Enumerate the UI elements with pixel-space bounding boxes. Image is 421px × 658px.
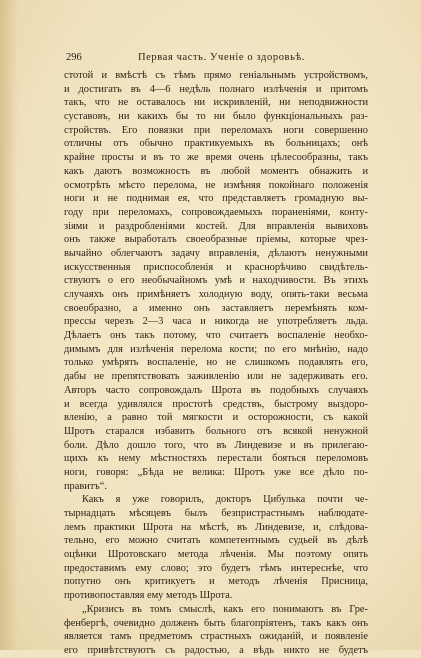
text-line: фенбергѣ, очевидно долженъ быть благопріятенъ, такъ какъ онъ: [64, 617, 368, 629]
text-line: такъ, что не оставалось ни искривленій, ни неподвижности: [64, 97, 368, 109]
text-line: случаяхъ онъ примѣняетъ холодную воду, опять-таки весьма: [64, 289, 368, 300]
text-line: боли. Дѣло дошло того, что въ Линдевизе и въ прилегаю-: [64, 439, 368, 451]
text-line: отличны отъ обычно практикуемыхъ въ больницахъ; онѣ: [64, 138, 368, 150]
text-line: является тамъ предметомъ страстныхъ ожиданій, и появленіе: [64, 631, 368, 643]
text-line: его привѣтствуютъ съ радостью, а вѣдь никто не будетъ: [64, 644, 368, 656]
text-line: своеобразно, а именно онъ заставляетъ перемѣнять ком-: [64, 302, 368, 314]
text-line: попутно онъ критикуетъ и методъ лѣченія Присница,: [64, 576, 368, 588]
text-line: тырнадцать мѣсяцевъ былъ безпристрастнымъ наблюдате-: [64, 508, 368, 519]
text-line: вычайно облегчаютъ задачу вправленія, дѣлаютъ ненужными: [64, 247, 368, 259]
text-line: какъ даютъ возможность въ любой моментъ обнажить и: [64, 165, 368, 177]
text-line: крайне просты и въ то же время очень цѣлесообразны, такъ: [64, 152, 368, 164]
text-line: Шротъ старался избавить больного отъ всякой ненужной: [64, 425, 368, 437]
text-line: и достигать въ 4—6 недѣль полнаго излѣченія и притомъ: [64, 83, 368, 95]
text-line: Авторъ часто сопровождалъ Шрота въ подобныхъ случаяхъ: [64, 384, 368, 396]
text-line: предоставимъ ему слово; это будетъ тѣмъ интереснѣе, что: [64, 562, 368, 574]
text-line: ноги и не поднимая ея, что представляетъ громадную вы-: [64, 193, 368, 205]
text-line: стройствъ. Его повязки при переломахъ ноги совершенно: [64, 124, 368, 136]
text-line: дабы не препятствовать заживленію или не задерживать его.: [64, 371, 368, 383]
page-header: [66, 52, 377, 66]
text-line: димымъ для излѣченія перелома кости; по его мнѣнію, надо: [64, 343, 368, 355]
text-line: тельно, его можно считать компетентнымъ судьей въ дѣлѣ: [64, 535, 368, 547]
running-title: Первая часть. Ученіе о здоровьѣ.: [137, 52, 306, 63]
text-line: лемъ практики Шрота на мѣстѣ, въ Линдевизе, и, слѣдова-: [64, 521, 368, 533]
text-line: Дѣлаетъ онъ такъ потому, что считаетъ воспаленіе необхо-: [64, 330, 368, 342]
text-line: Какъ я уже говорилъ, докторъ Цибулька почти че-: [82, 494, 368, 506]
text-line: вленію, а равно той мягкости и осторожности, съ какой: [64, 412, 368, 424]
text-line: году при переломахъ, сопровождаемыхъ пораненіями, конту-: [64, 206, 368, 218]
text-line: зіями и раздробленіями костей. Для вправленія вывиховъ: [64, 220, 368, 232]
text-line: щихъ къ нему мѣстностяхъ перестали бояться переломовъ: [64, 453, 368, 465]
text-line: и всегда удивлялся простотѣ средствъ, быстрому выздоро-: [64, 398, 368, 410]
text-line: правитъ“.: [64, 480, 107, 492]
text-line: прессы черезъ 2—3 часа и никогда не употребляетъ льда.: [64, 316, 368, 328]
text-line: только умѣрять воспаленіе, но не слишкомъ подавлять его,: [64, 357, 368, 369]
text-line: противопоставляя ему методъ Шрота.: [64, 590, 233, 602]
text-line: ствуютъ о его необычайномъ умѣ и находчивости. Въ этихъ: [64, 275, 368, 287]
text-line: осмотрѣть мѣсто перелома, не измѣняя покойнаго положенія: [64, 179, 368, 191]
text-line: онъ также выработалъ своеобразные пріемы, которые чрез-: [64, 234, 368, 246]
text-line: ноги, говоря: „Бѣда не велика: Шротъ уже все дѣло по-: [64, 466, 368, 478]
body-text: [64, 69, 368, 658]
text-line: стотой и вмѣстѣ съ тѣмъ прямо геніальнымъ устройствомъ,: [64, 70, 368, 81]
text-line: искусственныя приспособленія и краснорѣчиво свидѣтель-: [64, 261, 368, 273]
text-line: „Кризисъ въ томъ смыслѣ, какъ его понимаютъ въ Гре-: [82, 603, 368, 615]
text-line: суставовъ, ни какихъ бы то ни было функціональныхъ раз-: [64, 111, 368, 123]
page-number: 296: [66, 52, 82, 63]
text-line: оцѣнки Шротовскаго метода лѣченія. Мы поэтому опять: [64, 549, 368, 561]
